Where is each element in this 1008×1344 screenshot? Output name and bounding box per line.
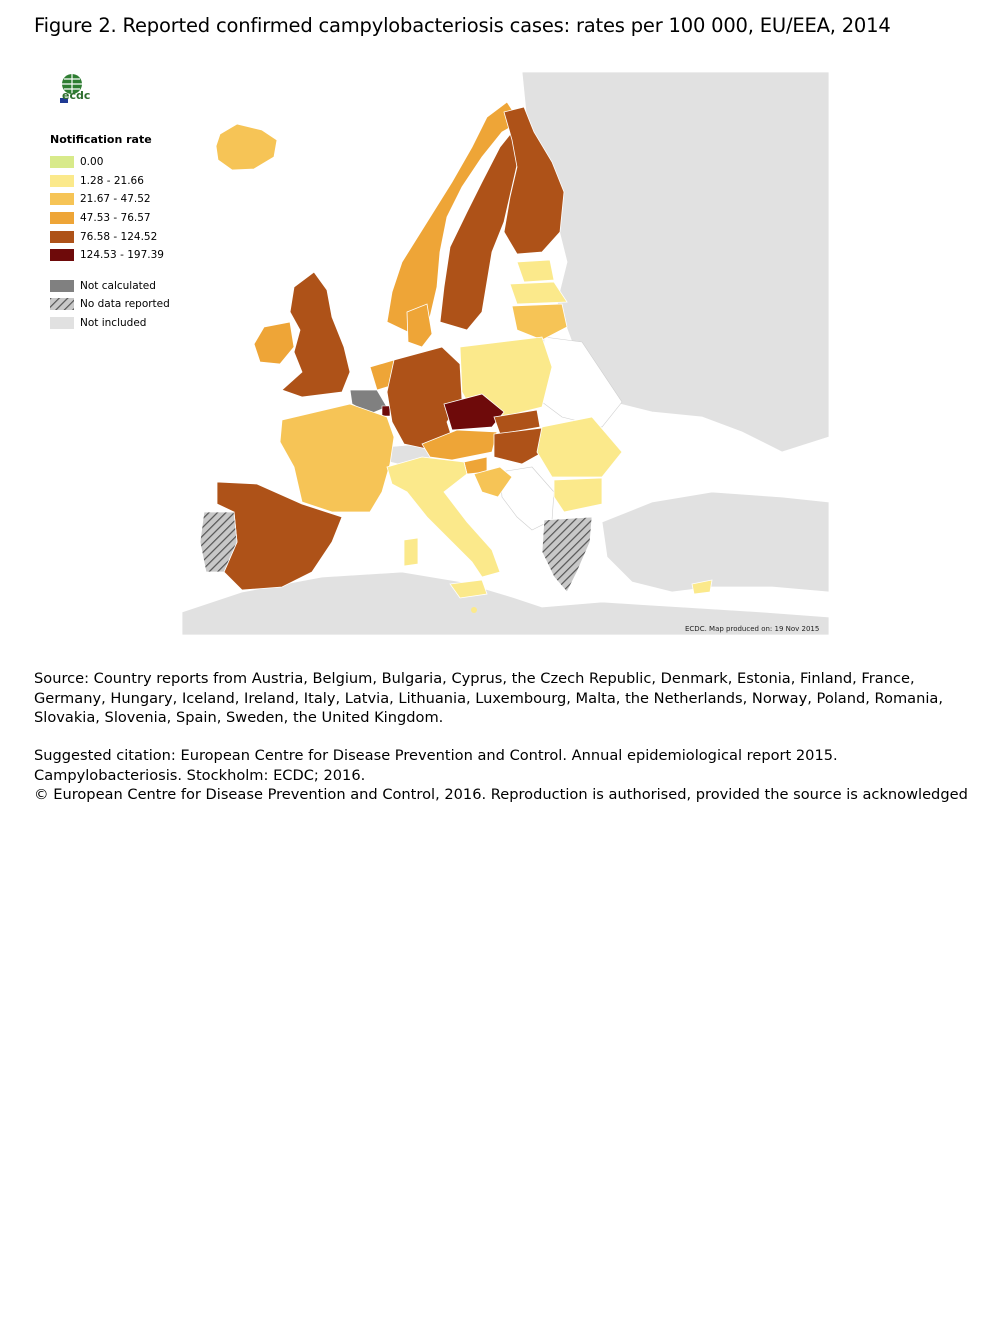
legend-label: 1.28 - 21.66 [80,174,144,187]
legend-swatch [50,317,74,329]
legend-label: 76.58 - 124.52 [80,230,158,243]
legend-swatch [50,249,74,261]
legend-swatch [50,193,74,205]
legend-swatch [50,212,74,224]
legend-item [50,153,170,172]
legend-label: 21.67 - 47.52 [80,193,151,206]
map-legend [50,133,170,332]
legend-label: 0.00 [80,156,104,169]
legend-item [50,314,170,333]
legend-item [50,172,170,191]
legend-swatch [50,231,74,243]
figure-title: Figure 2. Reported confirmed campylobacteriosis cases: rates per 100 000, EU/EEA, 2014 [34,14,891,37]
legend-item [50,295,170,314]
legend-label: 47.53 - 76.57 [80,212,151,225]
legend-item [50,277,170,296]
country-estonia [517,260,554,282]
legend-item [50,246,170,265]
country-italy-sardinia [404,538,418,566]
logo-text: ecdc [62,89,91,102]
legend-label: Not included [80,317,147,330]
map-frame [182,72,829,635]
source-text: Source: Country reports from Austria, Belgium, Bulgaria, Cyprus, the Czech Republic, Denmark, Estonia, Finland, France, Germany, Hungary, Iceland, Ireland, Italy, Latvia, Lithuania, Luxembourg, Malta, the Netherlands, Norway, Poland, Romania, Slovakia, Slovenia, Spain, Sweden, the United Kingdom. [34,670,943,726]
legend-swatch-hatched [50,298,74,310]
copyright-text: © European Centre for Disease Prevention and Control, 2016. Reproduction is authorised, provided the source is acknowledged [34,786,968,803]
legend-label: No data reported [80,298,170,311]
legend-label: Not calculated [80,279,156,292]
legend-swatch [50,280,74,292]
legend-item [50,227,170,246]
legend-item [50,209,170,228]
citation-block [34,746,979,805]
legend-swatch [50,156,74,168]
europe-map [182,72,829,635]
legend-swatch [50,175,74,187]
citation-text: Suggested citation: European Centre for Disease Prevention and Control. Annual epidemiological report 2015. Campylobacteriosis. Stockholm: ECDC; 2016. [34,747,838,784]
legend-title: Notification rate [50,133,152,146]
country-luxembourg [382,406,390,416]
legend-item [50,190,170,209]
map-footer: ECDC. Map produced on: 19 Nov 2015 [685,625,820,633]
legend-label: 124.53 - 197.39 [80,249,164,262]
country-malta [471,607,477,613]
